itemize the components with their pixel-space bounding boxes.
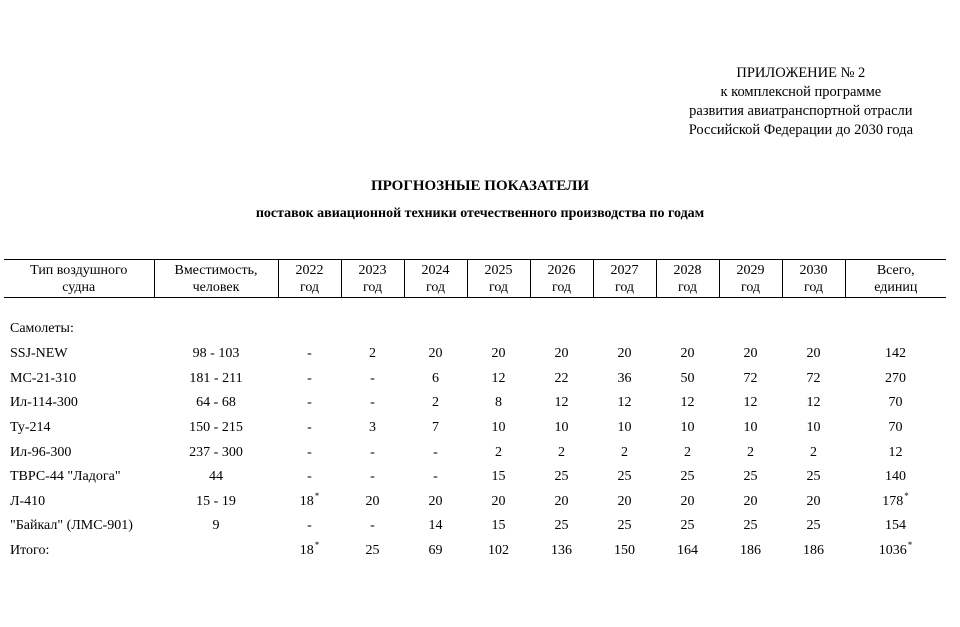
footnote-asterisk: * bbox=[904, 490, 909, 501]
table-spacer-row bbox=[4, 298, 946, 317]
total-cell bbox=[845, 416, 946, 441]
aircraft-type-cell-text: ТВРС-44 "Ладога" bbox=[10, 469, 121, 485]
year-value-cell-text: - bbox=[307, 370, 312, 386]
year-value-cell bbox=[278, 416, 341, 441]
total-year-value-cell bbox=[782, 539, 845, 564]
total-cell-text: 140 bbox=[885, 469, 906, 485]
year-value-cell bbox=[530, 440, 593, 465]
year-value-cell bbox=[719, 342, 782, 367]
year-value-cell-text: 15 bbox=[491, 469, 506, 485]
year-value-cell-text: 10 bbox=[806, 420, 821, 436]
year-value-cell-text: 25 bbox=[806, 469, 821, 485]
table-row bbox=[4, 490, 946, 515]
year-value-cell-text: 12 bbox=[806, 395, 821, 411]
year-value-cell bbox=[656, 367, 719, 392]
year-value-cell-text: 20 bbox=[554, 346, 569, 362]
year-value-cell-text: 2 bbox=[369, 346, 376, 362]
year-value-cell bbox=[278, 342, 341, 367]
appendix-line-3: развития авиатранспортной отрасли bbox=[689, 103, 913, 119]
year-value-cell bbox=[530, 416, 593, 441]
aircraft-type-cell bbox=[4, 514, 154, 539]
header-year-2030: 2030 год bbox=[782, 260, 845, 298]
total-year-value-cell bbox=[341, 539, 404, 564]
year-value-cell bbox=[530, 465, 593, 490]
year-value-cell-text: 2 bbox=[621, 444, 628, 460]
table-header-row bbox=[4, 260, 946, 298]
year-value-cell-text: 10 bbox=[680, 420, 695, 436]
capacity-cell-text: 15 - 19 bbox=[196, 493, 236, 509]
year-value-cell-text: 20 bbox=[806, 493, 821, 509]
year-value-cell-text: - bbox=[307, 444, 312, 460]
year-value-cell bbox=[341, 416, 404, 441]
year-value-cell-text: 2 bbox=[558, 444, 565, 460]
year-value-cell-text: 18 bbox=[299, 493, 314, 509]
year-value-cell-text: - bbox=[370, 395, 375, 411]
year-value-cell-text: 25 bbox=[680, 518, 695, 534]
capacity-cell bbox=[154, 490, 278, 515]
deliveries-table bbox=[4, 259, 946, 563]
header-year-2024: 2024 год bbox=[404, 260, 467, 298]
year-value-cell-text: 15 bbox=[491, 518, 506, 534]
aircraft-type-cell-text: Ил-114-300 bbox=[10, 395, 78, 411]
year-value-cell-text: 25 bbox=[554, 469, 569, 485]
table-row bbox=[4, 416, 946, 441]
year-value-cell-text: - bbox=[307, 346, 312, 362]
year-value-cell bbox=[530, 514, 593, 539]
footnote-asterisk: * bbox=[314, 540, 320, 551]
year-value-cell-text: 72 bbox=[743, 370, 758, 386]
year-value-cell-text: 12 bbox=[491, 370, 506, 386]
year-value-cell bbox=[593, 490, 656, 515]
year-value-cell-text: 20 bbox=[806, 346, 821, 362]
year-value-cell bbox=[278, 440, 341, 465]
total-year-value-cell-text: 164 bbox=[677, 543, 698, 559]
year-value-cell bbox=[719, 490, 782, 515]
total-cell-text: 142 bbox=[885, 346, 906, 362]
year-value-cell bbox=[719, 391, 782, 416]
year-value-cell bbox=[404, 465, 467, 490]
year-value-cell-text: 20 bbox=[428, 346, 443, 362]
year-value-cell-text: 10 bbox=[554, 420, 569, 436]
year-value-cell bbox=[656, 342, 719, 367]
footnote-asterisk: * bbox=[907, 540, 913, 551]
aircraft-type-cell-text: "Байкал" (ЛМС-901) bbox=[10, 518, 133, 534]
total-cell bbox=[845, 367, 946, 392]
year-value-cell-text: 20 bbox=[680, 493, 695, 509]
year-value-cell bbox=[467, 490, 530, 515]
grand-total-cell bbox=[845, 539, 946, 564]
aircraft-type-cell bbox=[4, 440, 154, 465]
table-row bbox=[4, 440, 946, 465]
year-value-cell bbox=[341, 391, 404, 416]
table-row bbox=[4, 514, 946, 539]
year-value-cell bbox=[782, 367, 845, 392]
total-row-capacity-empty bbox=[154, 539, 278, 564]
year-value-cell-text: 12 bbox=[617, 395, 632, 411]
header-year-2029: 2029 год bbox=[719, 260, 782, 298]
capacity-cell bbox=[154, 514, 278, 539]
year-value-cell bbox=[593, 416, 656, 441]
capacity-cell bbox=[154, 367, 278, 392]
total-cell bbox=[845, 391, 946, 416]
document-title: ПРОГНОЗНЫЕ ПОКАЗАТЕЛИ bbox=[370, 178, 590, 194]
year-value-cell-text: 12 bbox=[743, 395, 758, 411]
header-total: Всего, единиц bbox=[845, 260, 946, 298]
year-value-cell-text: 25 bbox=[554, 518, 569, 534]
year-value-cell-text: 25 bbox=[743, 518, 758, 534]
year-value-cell-text: 20 bbox=[617, 493, 632, 509]
total-cell bbox=[845, 440, 946, 465]
header-capacity: Вместимость, человек bbox=[154, 260, 278, 298]
year-value-cell bbox=[782, 490, 845, 515]
year-value-cell bbox=[656, 465, 719, 490]
year-value-cell bbox=[656, 514, 719, 539]
year-value-cell-text: 22 bbox=[554, 370, 569, 386]
header-year-2022: 2022 год bbox=[278, 260, 341, 298]
year-value-cell bbox=[404, 367, 467, 392]
year-value-cell bbox=[782, 391, 845, 416]
total-cell bbox=[845, 514, 946, 539]
year-value-cell bbox=[656, 440, 719, 465]
year-value-cell-text: 20 bbox=[491, 346, 506, 362]
year-value-cell-text: 20 bbox=[743, 346, 758, 362]
header-year-2026: 2026 год bbox=[530, 260, 593, 298]
year-value-cell-text: 20 bbox=[491, 493, 506, 509]
year-value-cell-text: 2 bbox=[684, 444, 691, 460]
year-value-cell bbox=[782, 465, 845, 490]
table-row bbox=[4, 391, 946, 416]
year-value-cell bbox=[341, 490, 404, 515]
year-value-cell bbox=[719, 367, 782, 392]
year-value-cell bbox=[719, 416, 782, 441]
year-value-cell bbox=[404, 342, 467, 367]
capacity-cell-text: 98 - 103 bbox=[192, 346, 240, 362]
total-year-value-cell bbox=[278, 539, 341, 564]
year-value-cell bbox=[467, 391, 530, 416]
year-value-cell-text: - bbox=[370, 469, 375, 485]
year-value-cell-text: 20 bbox=[617, 346, 632, 362]
year-value-cell-text: 25 bbox=[806, 518, 821, 534]
year-value-cell-text: 25 bbox=[617, 469, 632, 485]
appendix-header bbox=[689, 64, 913, 140]
capacity-cell-text: 181 - 211 bbox=[189, 370, 243, 386]
year-value-cell-text: - bbox=[370, 518, 375, 534]
year-value-cell bbox=[719, 440, 782, 465]
year-value-cell-text: 14 bbox=[428, 518, 443, 534]
year-value-cell-text: - bbox=[307, 469, 312, 485]
aircraft-type-cell-text: Л-410 bbox=[10, 493, 46, 509]
year-value-cell-text: 20 bbox=[680, 346, 695, 362]
aircraft-type-cell bbox=[4, 465, 154, 490]
appendix-line-2: к комплексной программе bbox=[720, 84, 882, 100]
year-value-cell bbox=[719, 465, 782, 490]
year-value-cell-text: 12 bbox=[554, 395, 569, 411]
year-value-cell-text: 10 bbox=[491, 420, 506, 436]
capacity-cell-text: 44 bbox=[209, 469, 223, 485]
year-value-cell bbox=[278, 514, 341, 539]
year-value-cell-text: 50 bbox=[680, 370, 695, 386]
total-cell-text: 270 bbox=[885, 370, 906, 386]
year-value-cell-text: 7 bbox=[432, 420, 439, 436]
year-value-cell bbox=[404, 490, 467, 515]
header-year-2023: 2023 год bbox=[341, 260, 404, 298]
capacity-cell-text: 9 bbox=[212, 518, 220, 534]
total-year-value-cell bbox=[593, 539, 656, 564]
year-value-cell bbox=[467, 416, 530, 441]
year-value-cell-text: 20 bbox=[554, 493, 569, 509]
header-year-2028: 2028 год bbox=[656, 260, 719, 298]
table-row bbox=[4, 465, 946, 490]
capacity-cell bbox=[154, 342, 278, 367]
year-value-cell bbox=[593, 342, 656, 367]
year-value-cell-text: 20 bbox=[365, 493, 380, 509]
year-value-cell-text: - bbox=[370, 444, 375, 460]
year-value-cell bbox=[467, 465, 530, 490]
year-value-cell bbox=[404, 514, 467, 539]
total-cell bbox=[845, 342, 946, 367]
total-cell-text: 12 bbox=[888, 444, 903, 460]
total-cell-text: 154 bbox=[885, 518, 906, 534]
total-year-value-cell bbox=[467, 539, 530, 564]
year-value-cell bbox=[656, 490, 719, 515]
year-value-cell bbox=[782, 514, 845, 539]
year-value-cell bbox=[404, 416, 467, 441]
total-year-value-cell-text: 136 bbox=[551, 543, 572, 559]
year-value-cell bbox=[278, 367, 341, 392]
total-cell bbox=[845, 465, 946, 490]
aircraft-type-cell-text: SSJ-NEW bbox=[10, 346, 68, 362]
year-value-cell bbox=[782, 342, 845, 367]
aircraft-type-cell bbox=[4, 490, 154, 515]
total-year-value-cell-text: 25 bbox=[365, 543, 380, 559]
total-year-value-cell-text: 18 bbox=[299, 543, 314, 559]
capacity-cell-text: 237 - 300 bbox=[189, 444, 243, 460]
year-value-cell-text: - bbox=[307, 395, 312, 411]
footnote-asterisk: * bbox=[314, 490, 320, 501]
year-value-cell-text: - bbox=[307, 518, 312, 534]
year-value-cell-text: 6 bbox=[432, 370, 439, 386]
year-value-cell-text: - bbox=[307, 420, 312, 436]
table-row bbox=[4, 342, 946, 367]
year-value-cell-text: 2 bbox=[810, 444, 817, 460]
capacity-cell bbox=[154, 416, 278, 441]
year-value-cell bbox=[467, 367, 530, 392]
year-value-cell bbox=[593, 391, 656, 416]
year-value-cell bbox=[278, 465, 341, 490]
year-value-cell bbox=[341, 440, 404, 465]
group-row-aircraft bbox=[4, 316, 946, 342]
year-value-cell bbox=[467, 342, 530, 367]
year-value-cell bbox=[782, 416, 845, 441]
capacity-cell-text: 64 - 68 bbox=[196, 395, 236, 411]
total-year-value-cell bbox=[656, 539, 719, 564]
year-value-cell-text: 25 bbox=[617, 518, 632, 534]
capacity-cell bbox=[154, 440, 278, 465]
table-row bbox=[4, 367, 946, 392]
total-year-value-cell bbox=[530, 539, 593, 564]
year-value-cell bbox=[341, 514, 404, 539]
aircraft-type-cell-text: Ту-214 bbox=[10, 420, 51, 436]
year-value-cell-text: 20 bbox=[743, 493, 758, 509]
year-value-cell bbox=[404, 391, 467, 416]
year-value-cell-text: 3 bbox=[369, 420, 376, 436]
year-value-cell bbox=[341, 465, 404, 490]
year-value-cell bbox=[593, 514, 656, 539]
header-year-2025: 2025 год bbox=[467, 260, 530, 298]
total-cell-text: 70 bbox=[888, 420, 903, 436]
year-value-cell bbox=[341, 367, 404, 392]
year-value-cell-text: 25 bbox=[743, 469, 758, 485]
year-value-cell bbox=[404, 440, 467, 465]
total-year-value-cell-text: 186 bbox=[740, 543, 761, 559]
year-value-cell-text: 72 bbox=[806, 370, 821, 386]
group-label: Самолеты: bbox=[10, 321, 74, 336]
total-year-value-cell bbox=[404, 539, 467, 564]
year-value-cell-text: - bbox=[433, 444, 438, 460]
aircraft-type-cell-text: МС-21-310 bbox=[10, 370, 77, 386]
year-value-cell bbox=[719, 514, 782, 539]
year-value-cell-text: 8 bbox=[495, 395, 502, 411]
year-value-cell-text: 20 bbox=[428, 493, 443, 509]
year-value-cell bbox=[467, 514, 530, 539]
total-year-value-cell-text: 150 bbox=[614, 543, 635, 559]
document-subtitle: поставок авиационной техники отечественного производства по годам bbox=[255, 206, 705, 221]
year-value-cell-text: 12 bbox=[680, 395, 695, 411]
year-value-cell bbox=[593, 367, 656, 392]
year-value-cell bbox=[593, 465, 656, 490]
total-cell-text: 70 bbox=[888, 395, 903, 411]
year-value-cell bbox=[530, 367, 593, 392]
aircraft-type-cell bbox=[4, 367, 154, 392]
total-year-value-cell-text: 69 bbox=[428, 543, 443, 559]
header-year-2027: 2027 год bbox=[593, 260, 656, 298]
year-value-cell bbox=[656, 391, 719, 416]
year-value-cell-text: 36 bbox=[617, 370, 632, 386]
total-row bbox=[4, 539, 946, 564]
year-value-cell bbox=[278, 391, 341, 416]
total-cell-text: 178 bbox=[882, 493, 904, 509]
year-value-cell bbox=[341, 342, 404, 367]
year-value-cell bbox=[530, 342, 593, 367]
year-value-cell-text: 25 bbox=[680, 469, 695, 485]
year-value-cell bbox=[530, 391, 593, 416]
total-row-label bbox=[4, 539, 154, 564]
year-value-cell-text: 10 bbox=[617, 420, 632, 436]
year-value-cell bbox=[467, 440, 530, 465]
total-cell bbox=[845, 490, 946, 515]
total-year-value-cell bbox=[719, 539, 782, 564]
year-value-cell-text: - bbox=[433, 469, 438, 485]
year-value-cell bbox=[278, 490, 341, 515]
year-value-cell-text: 2 bbox=[495, 444, 502, 460]
year-value-cell-text: - bbox=[370, 370, 375, 386]
year-value-cell bbox=[782, 440, 845, 465]
aircraft-type-cell bbox=[4, 391, 154, 416]
capacity-cell-text: 150 - 215 bbox=[189, 420, 243, 436]
year-value-cell-text: 2 bbox=[432, 395, 439, 411]
total-row-label-text: Итого: bbox=[10, 543, 50, 559]
total-year-value-cell-text: 102 bbox=[488, 543, 509, 559]
appendix-line-4: Российской Федерации до 2030 года bbox=[688, 122, 913, 138]
capacity-cell bbox=[154, 465, 278, 490]
header-aircraft-type: Тип воздушного судна bbox=[4, 260, 154, 298]
aircraft-type-cell-text: Ил-96-300 bbox=[10, 444, 72, 460]
year-value-cell-text: 10 bbox=[743, 420, 758, 436]
year-value-cell bbox=[530, 490, 593, 515]
total-year-value-cell-text: 186 bbox=[803, 543, 824, 559]
capacity-cell bbox=[154, 391, 278, 416]
year-value-cell bbox=[656, 416, 719, 441]
year-value-cell bbox=[593, 440, 656, 465]
year-value-cell-text: 2 bbox=[747, 444, 754, 460]
aircraft-type-cell bbox=[4, 342, 154, 367]
appendix-line-1: ПРИЛОЖЕНИЕ № 2 bbox=[736, 65, 866, 81]
aircraft-type-cell bbox=[4, 416, 154, 441]
grand-total-cell-text: 1036 bbox=[878, 543, 907, 559]
